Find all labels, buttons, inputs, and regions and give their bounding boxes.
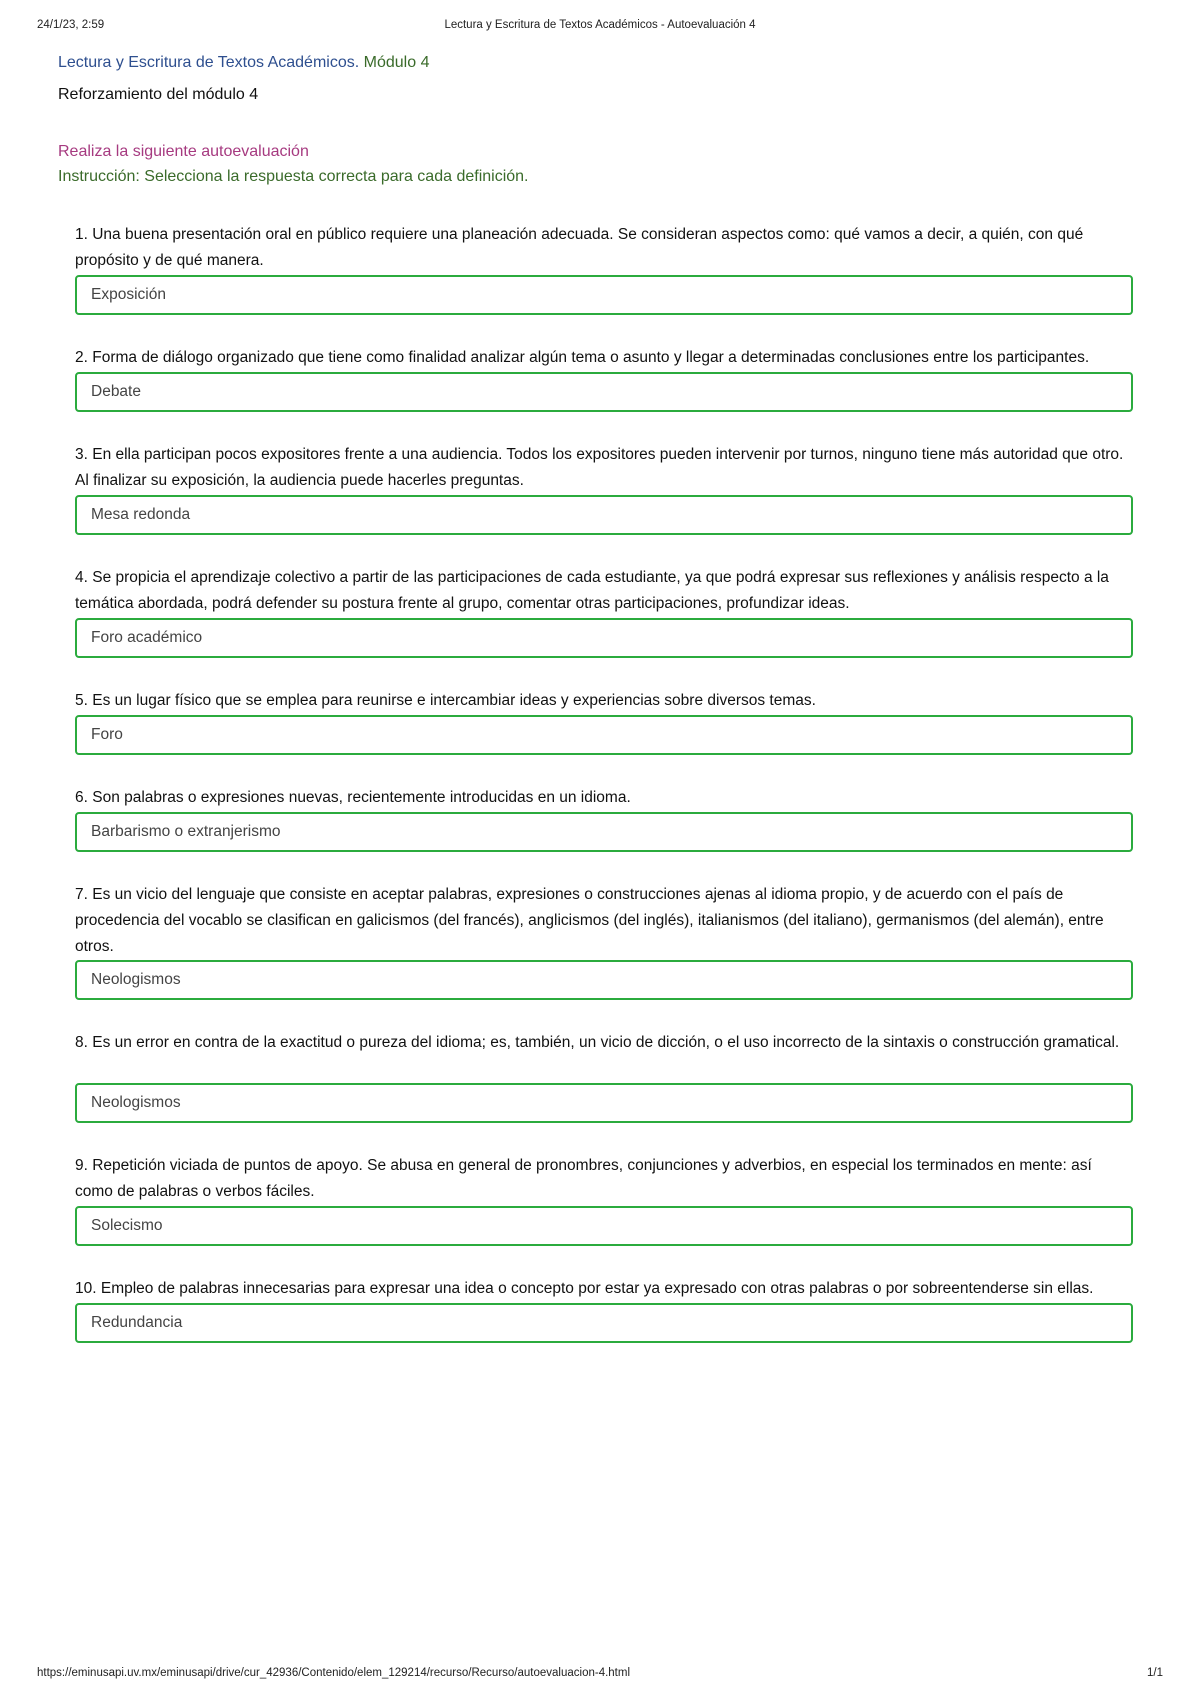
instruction [58,166,529,188]
answer-select-4[interactable]: Foro académico [75,618,1133,658]
instruction-label: Instrucción: [58,168,140,185]
question-1: 1. Una buena presentación oral en público requiere una planeación adecuada. Se consideran aspectos como: qué vamos a decir, a quién, con qué propósito y de qué manera. [75,226,1084,269]
question-4: 4. Se propicia el aprendizaje colectivo a partir de las participaciones de cada estudiante, ya que podrá expresar sus reflexiones y análisis respecto a la temática abordada, podrá defender su postura frente al grupo, comentar otras participaciones, profundizar ideas. [75,569,1109,612]
question-8: 8. Es un error en contra de la exactitud o pureza del idioma; es, también, un vicio de dicción, o el uso incorrecto de la sintaxis o construcción gramatical. [75,1034,1120,1051]
print-url: https://eminusapi.uv.mx/eminusapi/drive/cur_42936/Contenido/elem_129214/recurso/Recurso/autoevaluacion-4.html [37,1667,631,1679]
answer-select-1[interactable]: Exposición [75,275,1133,315]
print-page-title: Lectura y Escritura de Textos Académicos - Autoevaluación 4 [444,19,756,31]
instruction-text: Selecciona la respuesta correcta para cada definición. [144,168,529,185]
module-name: Módulo 4 [363,54,430,71]
question-5: 5. Es un lugar físico que se emplea para reunirse e intercambiar ideas y experiencias sobre diversos temas. [75,692,816,709]
answer-select-3[interactable]: Mesa redonda [75,495,1133,535]
course-name: Lectura y Escritura de Textos Académicos. [58,54,360,71]
course-title [58,52,429,74]
print-page-number: 1/1 [1147,1667,1163,1679]
answer-select-6[interactable]: Barbarismo o extranjerismo [75,812,1133,852]
question-7: 7. Es un vicio del lenguaje que consiste en aceptar palabras, expresiones o construcciones ajenas al idioma propio, y de acuerdo con el país de procedencia del vocablo se clasifican en galicismos (del francés), anglicismos (del inglés), italianismos (del italiano), germanismos (del alemán), entre otros. [75,886,1104,955]
answer-select-5[interactable]: Foro [75,715,1133,755]
page-subtitle: Reforzamiento del módulo 4 [58,86,259,103]
question-6: 6. Son palabras o expresiones nuevas, recientemente introducidas en un idioma. [75,789,631,806]
answer-select-9[interactable]: Solecismo [75,1206,1133,1246]
answer-select-8[interactable]: Neologismos [75,1083,1133,1123]
answer-select-10[interactable]: Redundancia [75,1303,1133,1343]
evaluation-heading: Realiza la siguiente autoevaluación [58,143,309,160]
question-9: 9. Repetición viciada de puntos de apoyo. Se abusa en general de pronombres, conjunciones y adverbios, en especial los terminados en mente: así como de palabras o verbos fáciles. [75,1157,1092,1200]
answer-select-2[interactable]: Debate [75,372,1133,412]
answer-select-7[interactable]: Neologismos [75,960,1133,1000]
print-datetime: 24/1/23, 2:59 [37,19,105,31]
question-10: 10. Empleo de palabras innecesarias para expresar una idea o concepto por estar ya expresado con otras palabras o por sobreentenderse sin ellas. [75,1280,1094,1297]
question-3: 3. En ella participan pocos expositores frente a una audiencia. Todos los expositores pueden intervenir por turnos, ninguno tiene más autoridad que otro. Al finalizar su exposición, la audiencia puede hacerles preguntas. [75,446,1124,489]
question-2: 2. Forma de diálogo organizado que tiene como finalidad analizar algún tema o asunto y llegar a determinadas conclusiones entre los participantes. [75,349,1090,366]
